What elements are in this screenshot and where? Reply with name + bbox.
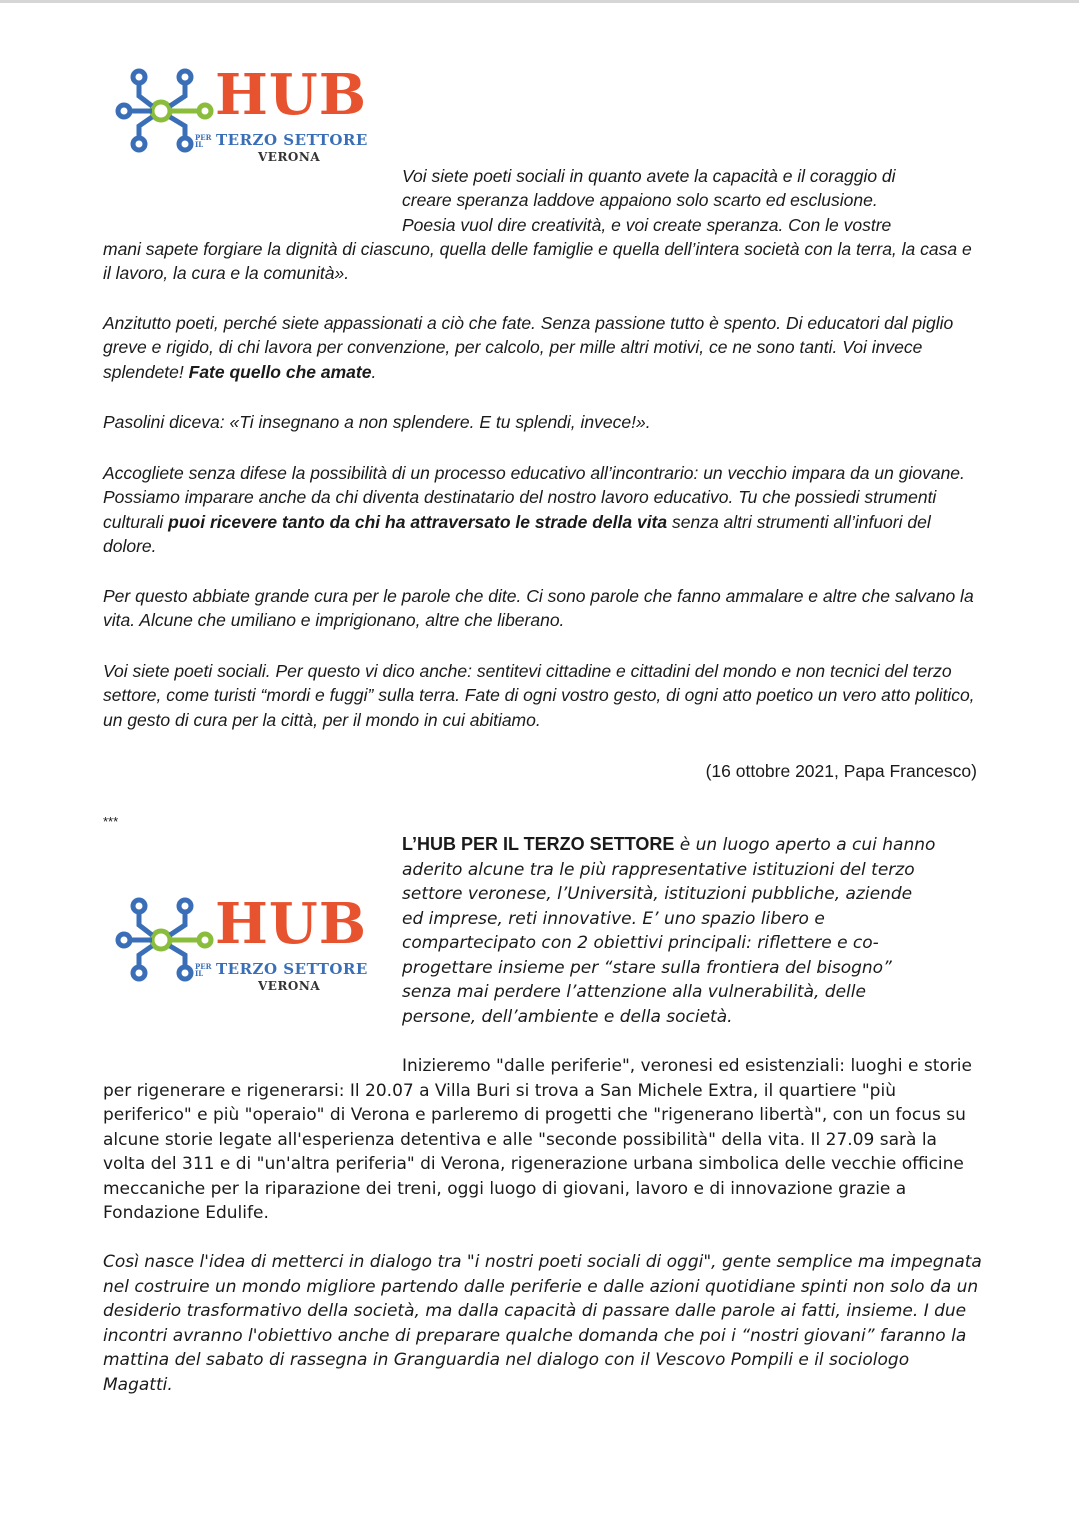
hub-desc-line: settore veronese, l’Università, istituzioni pubbliche, aziende bbox=[402, 884, 913, 904]
quote-intro bbox=[103, 164, 983, 285]
hub-title: L’HUB PER IL TERZO SETTORE bbox=[402, 834, 675, 854]
quote-paragraph-5 bbox=[103, 584, 983, 633]
hub-paragraph-2 bbox=[103, 1054, 983, 1226]
text: Accogliete senza difese la possibilità di un processo educativo all’incontrario: un vecchio impara da un giovane. Possiamo imparare anche da chi diventa destinatario del nostro lavoro educativo. Tu che possiedi strumenti culturali bbox=[103, 463, 965, 532]
hub-desc-line: senza mai perdere l’attenzione alla vulnerabilità, delle bbox=[402, 982, 866, 1002]
hub-desc-line: aderito alcune tra le più rappresentative istituzioni del terzo bbox=[402, 859, 915, 880]
hub-description bbox=[402, 832, 982, 1029]
hub-paragraph-3 bbox=[103, 1250, 983, 1397]
text: Pasolini diceva: «Ti insegnano a non splendere. E tu splendi, invece!». bbox=[103, 412, 651, 432]
text: . bbox=[371, 361, 377, 382]
logo-per-il: PER IL bbox=[195, 962, 212, 978]
bold-text: puoi ricevere tanto da chi ha attraversato le strade della vita bbox=[168, 511, 668, 532]
hub-desc-line: progettare insieme per “stare sulla frontiera del bisogno” bbox=[402, 957, 892, 978]
text: senza altri strumenti all’infuori del dolore. bbox=[103, 511, 931, 556]
text: Per questo abbiate grande cura per le parole che dite. Ci sono parole che fanno ammalare e altre che salvano la vita. Alcune che umiliano e imprigionano, altre che liberano. bbox=[103, 586, 974, 631]
text: Anzitutto poeti, perché siete appassionati a ciò che fate. Senza passione tutto è spento. Di educatori dal piglio greve e rigido, di chi lavora per convenzione, per calcolo, per mille altri motivi, ce ne sono tanti. Voi invece splendete! bbox=[103, 313, 954, 382]
quote-paragraph-2 bbox=[103, 311, 983, 384]
text: Inizieremo "dalle periferie", veronesi ed esistenziali: luoghi e storie per rigenerare e rigenerarsi: Il 20.07 a Villa Buri si trova a San Michele Extra, il quartiere "più periferico" e più "operaio" di Verona e parleremo di progetti che "rigenerano libertà", con un focus su alcune storie legate all'esperienza detentiva e alle "seconde possibilità" della vita. Il 27.09 sarà la volta del 311 e di "un'altra periferia" di Verona, rigenerazione urbana simbolica delle vecchie officine meccaniche per la riparazione dei treni, oggi luogo di giovani, lavoro e di innovazione grazie a Fondazione Edulife. bbox=[103, 1056, 972, 1223]
hub-desc-line: compartecipato con 2 obiettivi principali: riflettere e co- bbox=[402, 933, 879, 953]
quote-paragraph-6 bbox=[103, 659, 983, 732]
logo-verona: VERONA bbox=[258, 979, 321, 993]
hub-desc-line: ed imprese, reti innovative. E’ uno spazio libero e bbox=[402, 908, 825, 929]
hub-logo-top bbox=[115, 62, 377, 178]
text: Voi siete poeti sociali. Per questo vi dico anche: sentitevi cittadine e cittadini del mondo e non tecnici del terzo settore, come turisti “mordi e fuggi” sulla terra. Fate di ogni vostro gesto, di ogni atto poetico un vero atto politico, un gesto di cura per la città, per il mondo in cui abitiamo. bbox=[103, 661, 975, 730]
quote-paragraph-3 bbox=[103, 410, 983, 434]
signature: (16 ottobre 2021, Papa Francesco) bbox=[705, 761, 977, 781]
separator-text: *** bbox=[103, 814, 119, 829]
logo-per-il: PER IL bbox=[195, 133, 212, 149]
top-border bbox=[0, 0, 1079, 3]
bold-text: Fate quello che amate bbox=[188, 361, 372, 382]
quote-intro-line: Voi siete poeti sociali in quanto avete la capacità e il coraggio di bbox=[402, 166, 896, 186]
hub-desc-line: è un luogo aperto a cui hanno bbox=[674, 835, 936, 855]
logo-hub-text: HUB bbox=[215, 62, 368, 128]
logo-verona: VERONA bbox=[258, 150, 321, 164]
logo-terzo-settore: TERZO SETTORE bbox=[216, 131, 368, 149]
hub-logo-bottom bbox=[115, 891, 377, 1007]
quote-intro-rest: mani sapete forgiare la dignità di ciascuno, quella delle famiglie e quella dell’intera società con la terra, la casa e il lavoro, la cura e la comunità». bbox=[103, 238, 972, 284]
quote-paragraph-4 bbox=[103, 461, 983, 558]
text: Così nasce l'idea di metterci in dialogo tra "i nostri poeti sociali di oggi", gente semplice ma impegnata nel costruire un mondo migliore partendo dalle periferie e dalle azioni quotidiane spinti non solo da un desiderio trasformativo della società, ma dalla capacità di passare dalle parole ai fatti, insieme. I due incontri avranno l'obiettivo anche di preparare qualche domanda che poi i “nostri giovani” faranno la mattina del sabato di rassegna in Granguardia nel dialogo con il Vescovo Pompili e il sociologo Magatti. bbox=[103, 1252, 982, 1395]
separator bbox=[103, 810, 983, 834]
logo-terzo-settore: TERZO SETTORE bbox=[216, 960, 368, 978]
quote-intro-line: Poesia vuol dire creatività, e voi create speranza. Con le vostre bbox=[402, 214, 892, 235]
quote-intro-line: creare speranza laddove appaiono solo scarto ed esclusione. bbox=[402, 190, 878, 211]
quote-signature bbox=[103, 759, 977, 783]
hub-desc-line: persone, dell’ambiente e della società. bbox=[402, 1006, 733, 1027]
logo-hub-text: HUB bbox=[215, 891, 368, 957]
